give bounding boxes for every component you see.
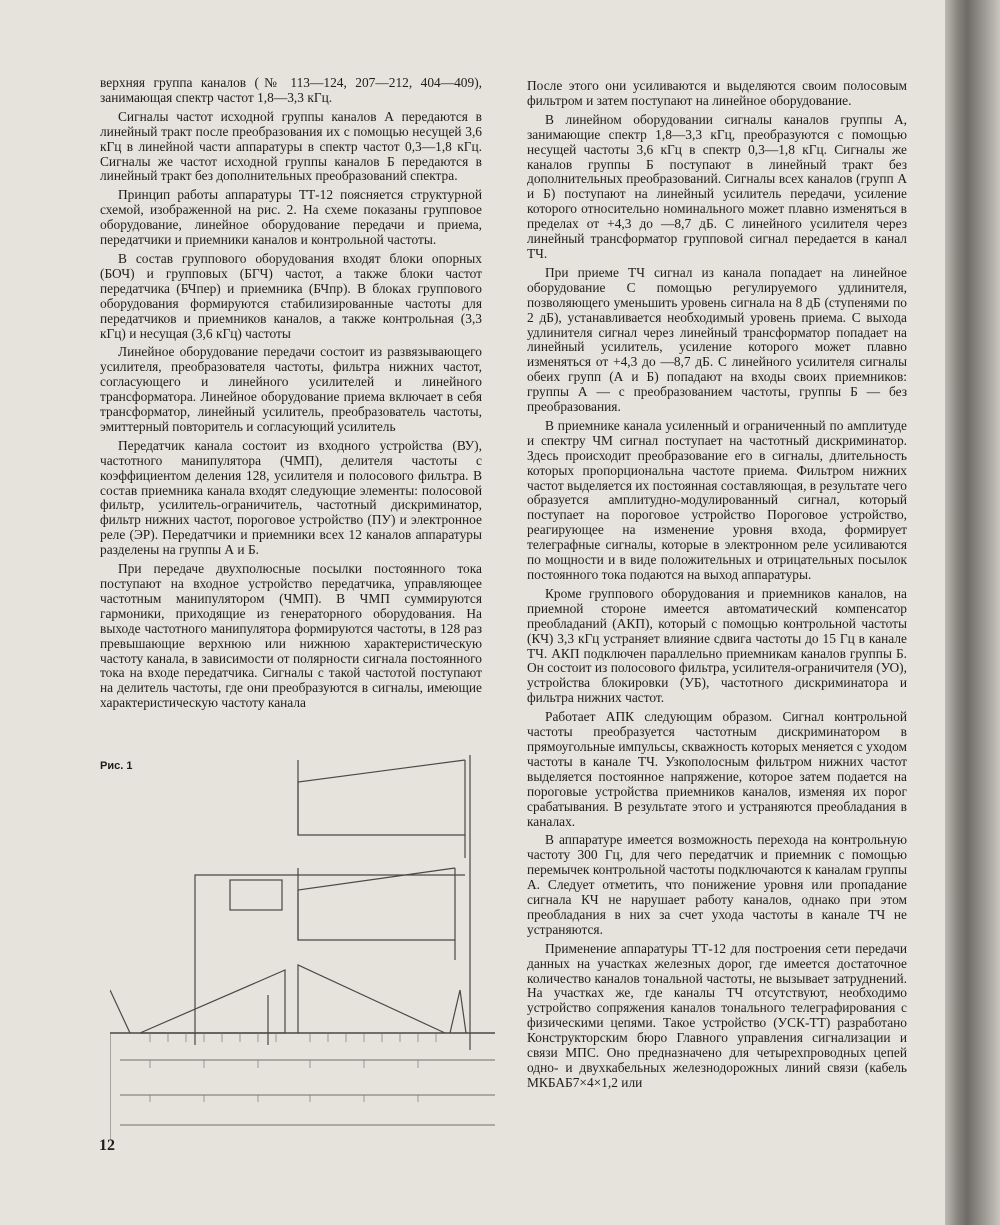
- book-spine-shadow: [945, 0, 1000, 1225]
- band-b-edge: [450, 990, 466, 1033]
- paragraph: При приеме ТЧ сигнал из канала попадает на линейное оборудование С помощью регулируемого удлинителя, позволяющего уменьшить уровень сигнала на 8 дБ (ступенями по 2 дБ), устанавливается необходимый уровень приема. С выхода удлинителя сигнал через линейный трансформатор попадает на линейный усилитель, усиление которого может плавно изменяться от +4,3 до —8,7 дБ. С линейного усилителя сигналы обеих групп (А и Б) попадают на входы своих приемников: группы А — с преобразованием частоты, группы Б — без преобразования.: [527, 264, 907, 415]
- paragraph: При передаче двухполюсные посылки постоянного тока поступают на входное устройство передатчика, управляющее частотным манипулятором (ЧМП). В ЧМП суммируются гармоники, приходящие из генераторного оборудования. На выходе частотного манипулятора формируются частоты, в 128 раз превышающие верхнюю или нижнюю характеристическую частоту канала, в зависимости от полярности сигнала постоянного тока на входе передатчика. Сигналы с такой частотой поступают на делитель частоты, где они преобразуются в сигналы, имеющие характеристическую частоту канала: [100, 561, 482, 711]
- spectrum-wedge-middle: [298, 868, 455, 940]
- paragraph: Сигналы частот исходной группы каналов А передаются в линейный тракт после преобразования их с помощью несущей 3,6 кГц в линейной части аппаратуры в спектр частот 0,3—1,8 кГц. Сигналы же частот исходной группы каналов Б передаются в линейный тракт без дополнительных преобразований спектра.: [100, 108, 482, 184]
- left-column: [100, 76, 482, 715]
- paragraph: Линейное оборудование передачи состоит из развязывающего усилителя, преобразователя частоты, фильтра нижних частот, согласующего и линейного усилителей и линейного трансформатора. Линейное оборудование приема включает в себя трансформатор, линейный усилитель, преобразователь частоты, эмиттерный повторитель и согласующий усилитель: [100, 344, 482, 434]
- paragraph: В линейном оборудовании сигналы каналов группы А, занимающие спектр 1,8—3,3 кГц, преобразуются с помощью несущей частоты 3,6 кГц в спектр 0,3—1,8 кГц. Сигналы же каналов группы Б поступают в линейный тракт без дополнительных преобразований. Сигналы всех каналов (групп А и Б) поступают на линейный усилитель передачи, усиление которого относительно номинального может плавно изменяться в пределах от +4,3 до —8,7 дБ. С линейного усилителя через линейный трансформатор групповой сигнал передается в канал ТЧ.: [527, 111, 907, 261]
- paragraph: Кроме группового оборудования и приемников каналов, на приемной стороне имеется автоматический компенсатор преобладаний (АКП), который с помощью контрольной частоты (КЧ) 3,3 кГц устраняет влияние сдвига частоты до 15 Гц в канале ТЧ. АКП подключен параллельно приемникам каналов группы Б. Он состоит из полосового фильтра, усилителя-ограничителя (УО), устройства блокировки (УБ), частотного дискриминатора и фильтра нижних частот.: [527, 585, 907, 706]
- right-column: [527, 79, 907, 1095]
- paragraph: Применение аппаратуры ТТ-12 для построения сети передачи данных на участках железных дорог, где имеется достаточное количество каналов тональной частоты, не вызывает затруднений. На участках же, где каналы ТЧ отсутствуют, необходимо устройство сопряжения каналов тонального телеграфирования с физическими цепями. Такое устройство (УСК-ТТ) разработано Конструкторским бюро Главного управления сигнализации и связи МПС. Оно предназначено для четырехпроводных цепей одно- и двухкабельных железнодорожных линий связи (кабель МКБАБ7×4×1,2 или: [527, 940, 907, 1090]
- paragraph: В приемнике канала усиленный и ограниченный по амплитуде и спектру ЧМ сигнал поступает на частотный дискриминатор. Здесь происходит преобразование его в сигналы, длительность которых пропорциональна частоте приема. Фильтром нижних частот выделяется их постоянная составляющая, в результате чего образуется амплитудно-модулированный сигнал, который поступает на пороговое устройство Пороговое устройство, реагирующее на изменение уровня входа, формирует телеграфные сигналы, которые в электронном реле усиливаются по мощности и в виде положительных и отрицательных посылок постоянного тока подаются на выход аппаратуры.: [527, 417, 907, 582]
- paragraph: Работает АПК следующим образом. Сигнал контрольной частоты преобразуется частотным дискриминатором в прямоугольные импульсы, скважность которых меняется с уходом частоты в канале ТЧ. Узкополосным фильтром нижних частот выделяется постоянное напряжение, которое затем подается на пороговые устройства приемников каналов, изменяя их порог срабатывания. В результате этого и устраняются преобладания в каналах.: [527, 709, 907, 829]
- converter-box: [230, 880, 282, 910]
- paragraph: В аппаратуре имеется возможность перехода на контрольную частоту 300 Гц, для чего передатчик и приемник с помощью перемычек контрольной частоты подключаются к каналам группы А. Следует отметить, что понижение уровня или пропадание сигнала КЧ не нарушает работу каналов, однако при этом преобладания в них за счет ухода частоты в канале ТЧ не устраняются.: [527, 832, 907, 937]
- paragraph: верхняя группа каналов (№ 113—124, 207—212, 404—409), занимающая спектр частот 1,8—3,3 кГц.: [100, 75, 482, 105]
- paragraph: В состав группового оборудования входят блоки опорных (БОЧ) и групповых (БГЧ) частот, а также блоки частот передатчика (БЧпер) и приемника (БЧпр). В блоках группового оборудования формируются стабилизированные частоты для передатчиков и приемников каналов, а также контрольная (3,3 кГц) и несущая (3,6 кГц) частоты: [100, 250, 482, 341]
- band-b-triangle: [298, 965, 445, 1033]
- spectrum-diagram: [110, 750, 500, 1140]
- low-edge: [110, 990, 130, 1033]
- paragraph: После этого они усиливаются и выделяются своим полосовым фильтром и затем поступают на линейное оборудование.: [527, 78, 907, 108]
- page-number: 12: [99, 1137, 115, 1154]
- paragraph: Принцип работы аппаратуры ТТ-12 поясняется структурной схемой, изображенной на рис. 2. На схеме показаны групповое оборудование, линейное оборудование передачи и приема, передатчики и приемники каналов и контрольной частоты.: [100, 187, 482, 248]
- band-a-triangle: [140, 970, 285, 1033]
- tick-marks: [150, 1033, 436, 1102]
- figure-label: Рис. 1: [100, 760, 133, 772]
- paragraph: Передатчик канала состоит из входного устройства (ВУ), частотного манипулятора (ЧМП), делителя частоты с коэффициентом деления 128, усилителя и полосового фильтра. В состав приемника канала входят следующие элементы: полосовой фильтр, усилитель-ограничитель, частотный дискриминатор, фильтр нижних частот, пороговое устройство (ПУ) и электронное реле (ЭР). Передатчики и приемники всех 12 каналов аппаратуры разделены на группы А и Б.: [100, 437, 482, 558]
- spectrum-wedge-top: [298, 760, 465, 835]
- frame-line: [195, 875, 465, 1045]
